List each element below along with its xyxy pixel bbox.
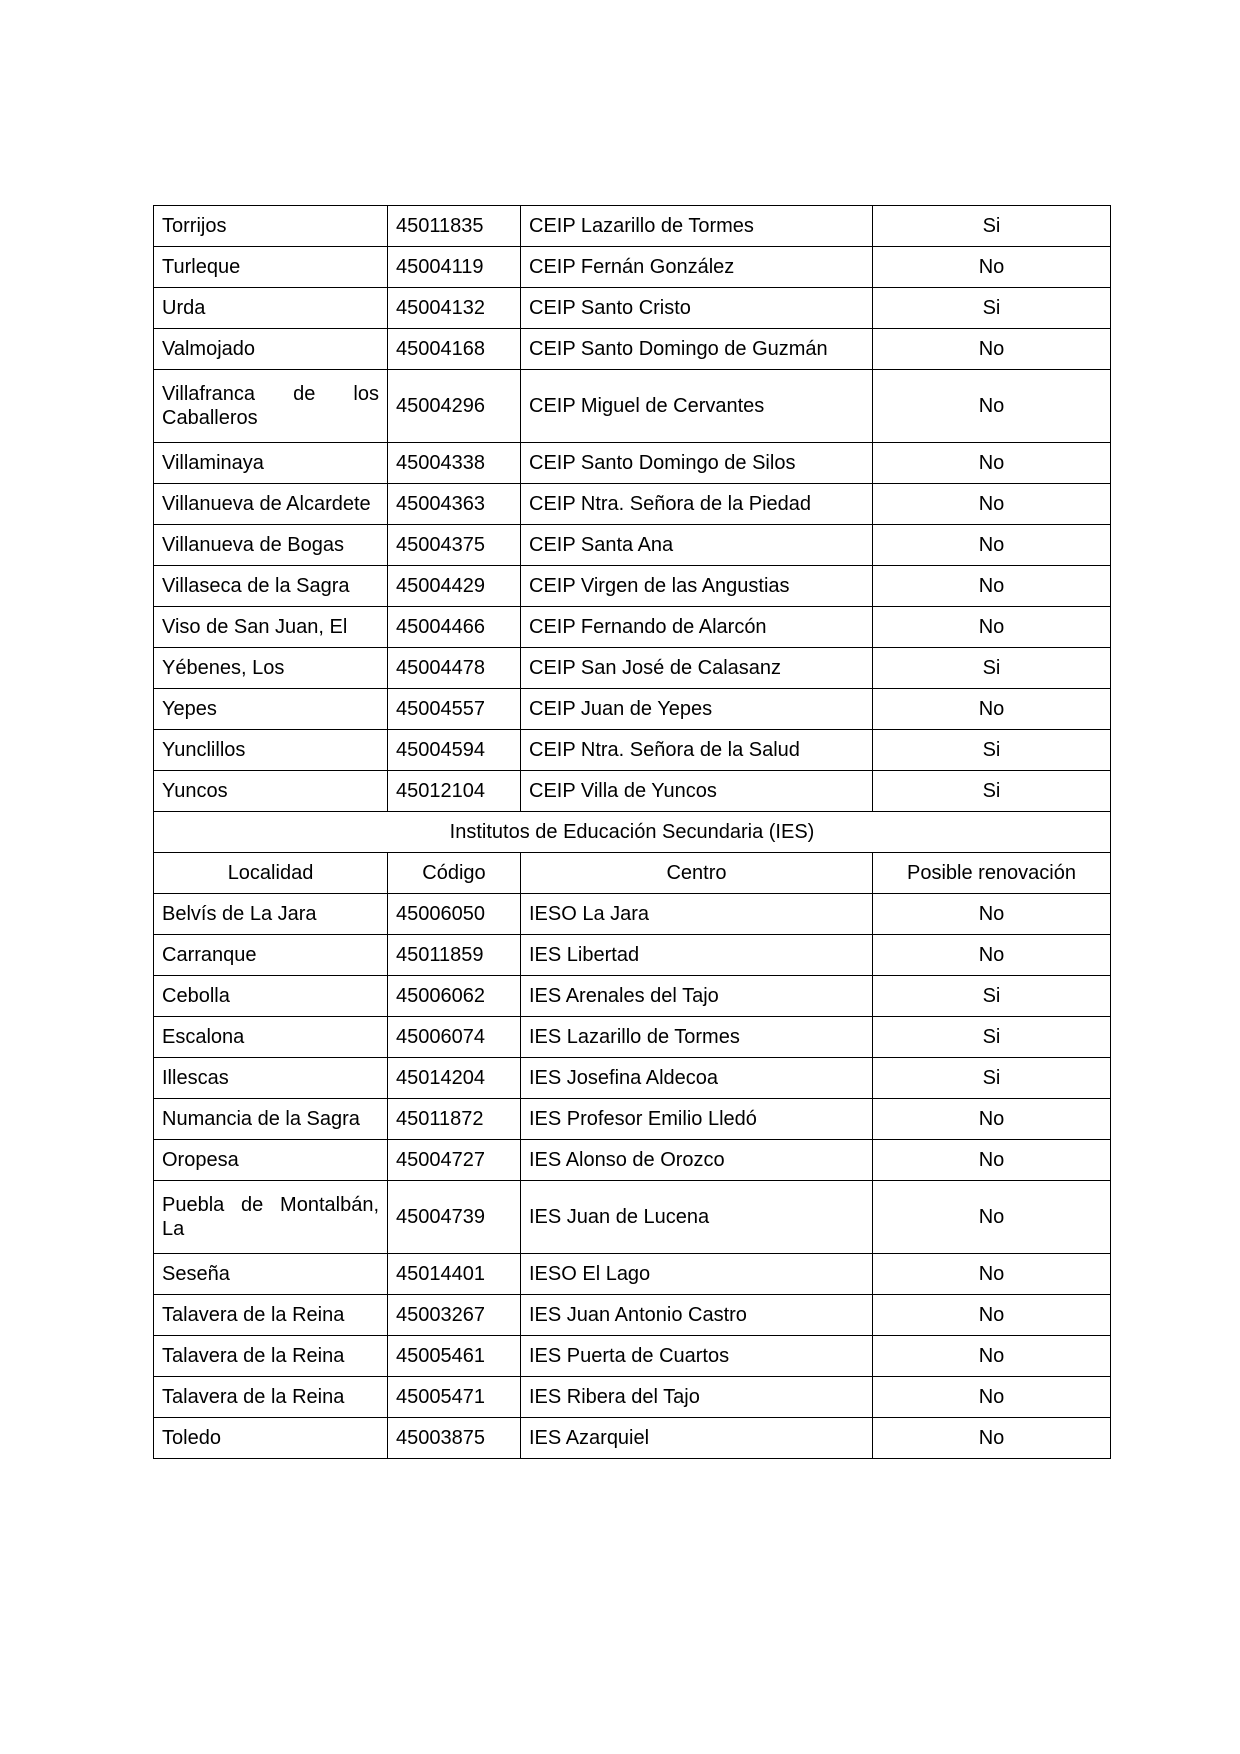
- codigo-cell: 45003875: [388, 1418, 521, 1459]
- renovacion-cell: Si: [873, 288, 1111, 329]
- table-row: [154, 1336, 1111, 1377]
- renovacion-cell: No: [873, 484, 1111, 525]
- renovacion-cell: Si: [873, 1058, 1111, 1099]
- renovacion-cell: No: [873, 894, 1111, 935]
- renovacion-cell: No: [873, 525, 1111, 566]
- header-centro: Centro: [521, 853, 873, 894]
- table-row: [154, 329, 1111, 370]
- centro-cell: CEIP Ntra. Señora de la Piedad: [521, 484, 873, 525]
- centro-cell: IES Azarquiel: [521, 1418, 873, 1459]
- codigo-cell: 45004739: [388, 1181, 521, 1254]
- localidad-cell: Valmojado: [154, 329, 388, 370]
- localidad-cell: Urda: [154, 288, 388, 329]
- localidad-cell: Talavera de la Reina: [154, 1336, 388, 1377]
- renovacion-cell: No: [873, 1140, 1111, 1181]
- table-row: [154, 689, 1111, 730]
- localidad-cell: Illescas: [154, 1058, 388, 1099]
- codigo-cell: 45012104: [388, 771, 521, 812]
- codigo-cell: 45004363: [388, 484, 521, 525]
- renovacion-cell: No: [873, 329, 1111, 370]
- centro-cell: IESO El Lago: [521, 1254, 873, 1295]
- table-row: [154, 1140, 1111, 1181]
- codigo-cell: 45004727: [388, 1140, 521, 1181]
- centro-cell: CEIP Santo Domingo de Guzmán: [521, 329, 873, 370]
- centro-cell: CEIP Villa de Yuncos: [521, 771, 873, 812]
- centro-cell: IES Alonso de Orozco: [521, 1140, 873, 1181]
- centro-cell: IES Puerta de Cuartos: [521, 1336, 873, 1377]
- header-codigo: Código: [388, 853, 521, 894]
- centro-cell: CEIP Santa Ana: [521, 525, 873, 566]
- table-row: [154, 566, 1111, 607]
- table-row: [154, 206, 1111, 247]
- localidad-cell: Villaminaya: [154, 443, 388, 484]
- table-row: [154, 1181, 1111, 1254]
- codigo-cell: 45011872: [388, 1099, 521, 1140]
- localidad-cell: Cebolla: [154, 976, 388, 1017]
- centro-cell: IES Juan Antonio Castro: [521, 1295, 873, 1336]
- centro-cell: CEIP Fernando de Alarcón: [521, 607, 873, 648]
- renovacion-cell: No: [873, 1099, 1111, 1140]
- codigo-cell: 45005461: [388, 1336, 521, 1377]
- localidad-cell: Turleque: [154, 247, 388, 288]
- renovacion-cell: No: [873, 1377, 1111, 1418]
- localidad-cell: Numancia de la Sagra: [154, 1099, 388, 1140]
- centro-cell: CEIP Santo Cristo: [521, 288, 873, 329]
- centro-cell: IES Ribera del Tajo: [521, 1377, 873, 1418]
- table-row: [154, 370, 1111, 443]
- renovacion-cell: Si: [873, 206, 1111, 247]
- table-row: [154, 1418, 1111, 1459]
- header-localidad: Localidad: [154, 853, 388, 894]
- table-row: [154, 1058, 1111, 1099]
- table-row: [154, 1017, 1111, 1058]
- renovacion-cell: No: [873, 443, 1111, 484]
- localidad-cell: Villafranca de los Caballeros: [154, 370, 388, 443]
- table-row: [154, 976, 1111, 1017]
- localidad-cell: Yepes: [154, 689, 388, 730]
- codigo-cell: 45006050: [388, 894, 521, 935]
- localidad-cell: Oropesa: [154, 1140, 388, 1181]
- localidad-cell: Villanueva de Alcardete: [154, 484, 388, 525]
- localidad-cell: Seseña: [154, 1254, 388, 1295]
- centro-cell: IES Arenales del Tajo: [521, 976, 873, 1017]
- codigo-cell: 45004296: [388, 370, 521, 443]
- renovacion-cell: Si: [873, 1017, 1111, 1058]
- centro-cell: CEIP Fernán González: [521, 247, 873, 288]
- table-row: [154, 1099, 1111, 1140]
- codigo-cell: 45004119: [388, 247, 521, 288]
- codigo-cell: 45006062: [388, 976, 521, 1017]
- centro-cell: CEIP Lazarillo de Tormes: [521, 206, 873, 247]
- table-row: [154, 648, 1111, 689]
- localidad-cell: Yunclillos: [154, 730, 388, 771]
- localidad-cell: Yuncos: [154, 771, 388, 812]
- renovacion-cell: Si: [873, 976, 1111, 1017]
- renovacion-cell: No: [873, 1336, 1111, 1377]
- centro-cell: IESO La Jara: [521, 894, 873, 935]
- centro-cell: IES Profesor Emilio Lledó: [521, 1099, 873, 1140]
- centro-cell: IES Josefina Aldecoa: [521, 1058, 873, 1099]
- codigo-cell: 45004557: [388, 689, 521, 730]
- renovacion-cell: No: [873, 935, 1111, 976]
- centro-cell: CEIP Miguel de Cervantes: [521, 370, 873, 443]
- table-row: [154, 484, 1111, 525]
- renovacion-cell: No: [873, 1418, 1111, 1459]
- renovacion-cell: No: [873, 370, 1111, 443]
- codigo-cell: 45014204: [388, 1058, 521, 1099]
- localidad-cell: Yébenes, Los: [154, 648, 388, 689]
- codigo-cell: 45011835: [388, 206, 521, 247]
- codigo-cell: 45004338: [388, 443, 521, 484]
- table-row: [154, 771, 1111, 812]
- localidad-cell: Escalona: [154, 1017, 388, 1058]
- table-row: [154, 894, 1111, 935]
- section-title: Institutos de Educación Secundaria (IES): [154, 812, 1111, 853]
- renovacion-cell: Si: [873, 648, 1111, 689]
- table-row: [154, 1377, 1111, 1418]
- codigo-cell: 45003267: [388, 1295, 521, 1336]
- localidad-cell: Talavera de la Reina: [154, 1295, 388, 1336]
- codigo-cell: 45014401: [388, 1254, 521, 1295]
- table-row: [154, 288, 1111, 329]
- codigo-cell: 45004466: [388, 607, 521, 648]
- codigo-cell: 45004429: [388, 566, 521, 607]
- codigo-cell: 45004132: [388, 288, 521, 329]
- codigo-cell: 45004478: [388, 648, 521, 689]
- codigo-cell: 45004375: [388, 525, 521, 566]
- table-row: [154, 525, 1111, 566]
- renovacion-cell: Si: [873, 730, 1111, 771]
- renovacion-cell: No: [873, 1254, 1111, 1295]
- header-renovacion: Posible renovación: [873, 853, 1111, 894]
- localidad-cell: Torrijos: [154, 206, 388, 247]
- table-row: [154, 247, 1111, 288]
- header-row: [154, 853, 1111, 894]
- renovacion-cell: No: [873, 1295, 1111, 1336]
- table-row: [154, 730, 1111, 771]
- localidad-cell: Belvís de La Jara: [154, 894, 388, 935]
- centro-cell: CEIP San José de Calasanz: [521, 648, 873, 689]
- codigo-cell: 45004594: [388, 730, 521, 771]
- centro-cell: IES Lazarillo de Tormes: [521, 1017, 873, 1058]
- localidad-cell: Viso de San Juan, El: [154, 607, 388, 648]
- localidad-cell: Villaseca de la Sagra: [154, 566, 388, 607]
- centro-cell: CEIP Juan de Yepes: [521, 689, 873, 730]
- centro-cell: IES Juan de Lucena: [521, 1181, 873, 1254]
- codigo-cell: 45004168: [388, 329, 521, 370]
- renovacion-cell: No: [873, 247, 1111, 288]
- table-row: [154, 935, 1111, 976]
- renovacion-cell: No: [873, 607, 1111, 648]
- localidad-cell: Villanueva de Bogas: [154, 525, 388, 566]
- codigo-cell: 45011859: [388, 935, 521, 976]
- localidad-cell: Carranque: [154, 935, 388, 976]
- localidad-cell: Talavera de la Reina: [154, 1377, 388, 1418]
- table-row: [154, 607, 1111, 648]
- renovacion-cell: Si: [873, 771, 1111, 812]
- localidad-cell: Toledo: [154, 1418, 388, 1459]
- document-page: [153, 205, 1110, 1459]
- codigo-cell: 45005471: [388, 1377, 521, 1418]
- centro-cell: CEIP Virgen de las Angustias: [521, 566, 873, 607]
- localidad-cell: Puebla de Montalbán, La: [154, 1181, 388, 1254]
- centro-cell: CEIP Santo Domingo de Silos: [521, 443, 873, 484]
- section-row: [154, 812, 1111, 853]
- centers-table: [153, 205, 1111, 1459]
- renovacion-cell: No: [873, 566, 1111, 607]
- table-row: [154, 1254, 1111, 1295]
- codigo-cell: 45006074: [388, 1017, 521, 1058]
- centro-cell: IES Libertad: [521, 935, 873, 976]
- table-row: [154, 1295, 1111, 1336]
- centro-cell: CEIP Ntra. Señora de la Salud: [521, 730, 873, 771]
- renovacion-cell: No: [873, 689, 1111, 730]
- renovacion-cell: No: [873, 1181, 1111, 1254]
- table-row: [154, 443, 1111, 484]
